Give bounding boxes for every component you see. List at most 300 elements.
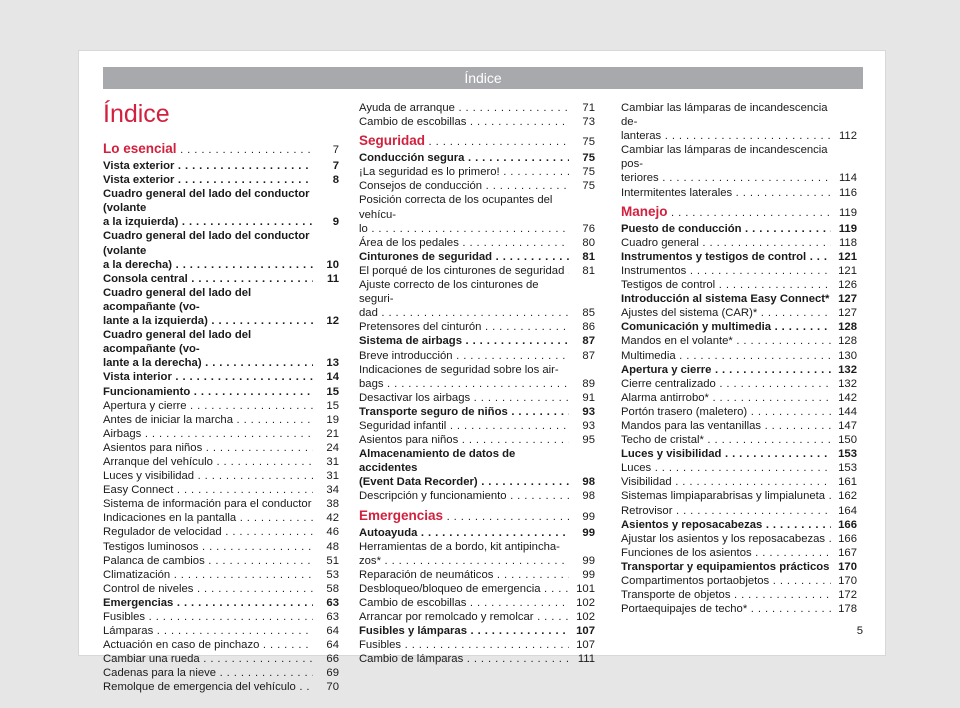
toc-entry-title: Desactivar los airbags . . . — [359, 391, 569, 405]
toc-entry-title: lanteras . . . — [621, 129, 831, 143]
toc-entry-title: Herramientas de a bordo, kit antipincha- — [359, 540, 560, 553]
toc-entry — [103, 610, 339, 624]
toc-entry-page: 71 — [582, 102, 595, 114]
toc-entry-page: 144 — [838, 405, 857, 418]
toc-entry-title: Control de niveles . . . — [103, 582, 313, 596]
toc-entry-title: Posición correcta de los ocupantes del vehícu- — [359, 194, 553, 221]
toc-entry-page: 116 — [838, 186, 857, 199]
toc-entry — [359, 165, 595, 179]
toc-entry-title: Lámparas . . . — [103, 624, 313, 638]
toc-entry-page: 102 — [576, 611, 595, 624]
toc-entry — [621, 532, 857, 546]
toc-entry-title: Desbloqueo/bloqueo de emergencia . . . — [359, 582, 569, 596]
toc-entry-title: Fusibles . . . — [359, 638, 569, 652]
toc-entry — [621, 320, 857, 334]
toc-entry-page: 112 — [838, 130, 857, 143]
toc-entry-title: Cuadro general del lado del conductor (volante — [103, 188, 310, 215]
toc-entry-title: Mandos en el volante* . . . — [621, 334, 831, 348]
toc-entry-page: 150 — [838, 434, 857, 447]
toc-entry — [621, 574, 857, 588]
toc-entry-title: Almacenamiento de datos de accidentes — [359, 448, 516, 475]
toc-entry-title: zos* . . . — [359, 554, 569, 568]
toc-entry-page: 170 — [838, 560, 857, 573]
toc-entry — [103, 215, 339, 229]
toc-entry — [621, 186, 857, 200]
toc-entry-page: 75 — [582, 152, 595, 165]
toc-entry — [359, 151, 595, 165]
toc-entry — [621, 129, 857, 143]
toc-entry-page: 93 — [582, 405, 595, 418]
toc-entry — [359, 377, 595, 391]
toc-entry-title: Portón trasero (maletero) . . . — [621, 405, 831, 419]
toc-entry-page: 127 — [838, 307, 857, 320]
toc-entry-page: 48 — [326, 540, 339, 553]
toc-entry-title: lante a la derecha) . . . — [103, 356, 313, 370]
toc-entry-page: 164 — [838, 504, 857, 517]
toc-entry — [359, 405, 595, 419]
toc-entry — [103, 370, 339, 384]
toc-entry — [103, 385, 339, 399]
toc-entry-page: 63 — [326, 596, 339, 609]
toc-entry-page: 31 — [326, 470, 339, 483]
toc-entry-page: 93 — [582, 419, 595, 432]
toc-entry-page: 81 — [582, 264, 595, 277]
toc-entry-page: 80 — [582, 236, 595, 249]
toc-entry-title: Actuación en caso de pinchazo . . . — [103, 638, 313, 652]
toc-entry — [103, 511, 339, 525]
document-page — [78, 50, 886, 694]
toc-entry-page: 178 — [838, 603, 857, 616]
toc-entry-page: 101 — [576, 582, 595, 595]
toc-entry — [621, 546, 857, 560]
toc-entry-page: 102 — [576, 597, 595, 609]
toc-entry-page: 126 — [838, 279, 857, 292]
toc-entry — [103, 540, 339, 554]
toc-entry-title: Sistema de airbags . . . — [359, 334, 569, 348]
toc-entry-page: 166 — [838, 518, 857, 531]
toc-entry-page: 153 — [838, 448, 857, 461]
toc-entry-page: 42 — [326, 512, 339, 525]
toc-entry — [359, 101, 595, 115]
toc-section — [103, 140, 339, 159]
toc-entry-page: 75 — [582, 136, 595, 149]
toc-entry — [621, 278, 857, 292]
toc-entry-page: 73 — [582, 116, 595, 129]
toc-entry — [359, 363, 595, 377]
toc-entry — [359, 419, 595, 433]
toc-entry-page: 99 — [582, 526, 595, 539]
toc-entry — [103, 525, 339, 539]
toc-entry — [103, 258, 339, 272]
toc-entry — [359, 447, 595, 475]
toc-entry-page: 14 — [326, 371, 339, 384]
toc-entry — [103, 638, 339, 652]
toc-entry-page: 10 — [326, 258, 339, 271]
toc-entry-title: Antes de iniciar la marcha . . . — [103, 413, 313, 427]
toc-entry — [621, 461, 857, 475]
toc-entry — [359, 222, 595, 236]
toc-entry-title: Vista exterior . . . — [103, 173, 313, 187]
toc-entry — [103, 159, 339, 173]
toc-entry-page: 31 — [326, 455, 339, 468]
toc-entry-page: 63 — [326, 611, 339, 623]
toc-entry — [103, 413, 339, 427]
toc-entry — [103, 272, 339, 286]
toc-entry-page: 153 — [838, 462, 857, 475]
toc-entry-title: Multimedia . . . — [621, 349, 831, 363]
toc-entry-title: Vista exterior . . . — [103, 159, 313, 173]
toc-entry-title: Seguridad infantil . . . — [359, 419, 569, 433]
toc-entry-title: Funcionamiento . . . — [103, 385, 313, 399]
toc-entry — [103, 652, 339, 666]
toc-entry — [621, 222, 857, 236]
toc-entry — [359, 250, 595, 264]
toc-entry — [621, 101, 857, 129]
toc-entry — [621, 447, 857, 461]
toc-column-3 — [621, 101, 857, 616]
toc-entry-title: Manejo . . . — [621, 203, 831, 222]
toc-entry-page: 70 — [326, 681, 339, 694]
toc-entry-title: Mandos para las ventanillas . . . — [621, 419, 831, 433]
toc-entry — [621, 489, 857, 503]
page-number: 5 — [856, 625, 863, 637]
toc-entry-page: 170 — [838, 575, 857, 587]
toc-entry-page: 121 — [838, 264, 857, 277]
toc-entry — [359, 568, 595, 582]
toc-entry-title: Seguridad . . . — [359, 132, 569, 151]
toc-entry-page: 166 — [838, 532, 857, 545]
toc-entry-page: 91 — [582, 391, 595, 404]
toc-entry-title: Asientos para niños . . . — [103, 441, 313, 455]
toc-entry-page: 98 — [582, 476, 595, 489]
toc-section — [359, 507, 595, 526]
toc-entry-page: 38 — [326, 498, 339, 511]
toc-entry — [103, 469, 339, 483]
toc-entry-page: 87 — [582, 335, 595, 348]
toc-entry-title: Asientos para niños . . . — [359, 433, 569, 447]
toc-entry — [359, 652, 595, 666]
toc-entry — [621, 391, 857, 405]
toc-entry-page: 51 — [326, 554, 339, 567]
toc-entry-page: 7 — [332, 160, 339, 172]
toc-entry — [621, 419, 857, 433]
toc-entry-title: Techo de cristal* . . . — [621, 433, 831, 447]
toc-entry — [103, 286, 339, 314]
toc-entry — [359, 489, 595, 503]
toc-entry-title: Compartimentos portaobjetos . . . — [621, 574, 831, 588]
toc-entry-title: Funciones de los asientos . . . — [621, 546, 831, 560]
toc-entry-page: 7 — [332, 144, 339, 156]
toc-section — [621, 203, 857, 222]
toc-entry-title: Cuadro general del lado del conductor (volante — [103, 230, 310, 257]
toc-section — [359, 132, 595, 151]
toc-entry-title: Portaequipajes de techo* . . . — [621, 602, 831, 616]
toc-entry-title: a la izquierda) . . . — [103, 215, 313, 229]
toc-entry — [103, 624, 339, 638]
toc-entry-title: Cambio de lámparas . . . — [359, 652, 569, 666]
toc-entry-page: 46 — [326, 526, 339, 539]
toc-entry — [621, 377, 857, 391]
toc-entry — [621, 236, 857, 250]
toc-entry-page: 114 — [838, 172, 857, 185]
toc-entry-page: 119 — [838, 222, 857, 235]
toc-entry-title: Indicaciones de seguridad sobre los air- — [359, 363, 559, 376]
toc-entry-title: Retrovisor . . . — [621, 504, 831, 518]
toc-entry-page: 99 — [582, 554, 595, 567]
toc-entry-title: Transportar y equipamientos prácticos . . . — [621, 560, 831, 574]
header-title: Índice — [464, 70, 502, 86]
toc-entry-page: 132 — [838, 363, 857, 376]
toc-entry — [359, 193, 595, 221]
toc-entry-page: 99 — [582, 568, 595, 581]
toc-entry — [359, 433, 595, 447]
toc-entry-page: 12 — [326, 315, 339, 328]
toc-entry-title: Área de los pedales . . . — [359, 236, 569, 250]
toc-column-2 — [359, 101, 595, 666]
toc-entry-page: 34 — [326, 484, 339, 497]
toc-entry-page: 127 — [838, 293, 857, 306]
toc-entry-title: Vista interior . . . — [103, 370, 313, 384]
toc-entry-title: Puesto de conducción . . . — [621, 222, 831, 236]
toc-entry-page: 128 — [838, 321, 857, 334]
toc-entry-title: Regulador de velocidad . . . — [103, 525, 313, 539]
toc-entry-title: ¡La seguridad es lo primero! . . . — [359, 165, 569, 179]
toc-entry-title: Emergencias . . . — [103, 596, 313, 610]
toc-entry — [359, 320, 595, 334]
toc-entry-title: Apertura y cierre . . . — [103, 399, 313, 413]
toc-entry-title: Remolque de emergencia del vehículo . . . — [103, 680, 313, 694]
toc-entry-title: Emergencias . . . — [359, 507, 569, 526]
toc-entry — [621, 504, 857, 518]
toc-entry-title: Cuadro general . . . — [621, 236, 831, 250]
toc-entry — [103, 187, 339, 215]
toc-entry — [103, 497, 339, 511]
toc-entry-title: Sistema de información para el conductor . . . — [103, 497, 313, 511]
toc-entry-page: 89 — [582, 377, 595, 390]
toc-entry-page: 9 — [332, 216, 339, 229]
toc-entry-title: Reparación de neumáticos . . . — [359, 568, 569, 582]
toc-entry — [621, 602, 857, 616]
toc-entry — [359, 349, 595, 363]
toc-entry-title: Testigos luminosos . . . — [103, 540, 313, 554]
toc-entry-page: 24 — [326, 441, 339, 454]
toc-entry-title: Descripción y funcionamiento . . . — [359, 489, 569, 503]
toc-entry-page: 81 — [582, 250, 595, 263]
toc-entry-title: Luces . . . — [621, 461, 831, 475]
toc-entry-title: Intermitentes laterales . . . — [621, 186, 831, 200]
toc-entry-title: teriores . . . — [621, 171, 831, 185]
toc-entry — [103, 356, 339, 370]
toc-entry — [621, 143, 857, 171]
toc-entry-page: 128 — [838, 335, 857, 348]
toc-entry-title: Instrumentos . . . — [621, 264, 831, 278]
toc-entry-title: Autoayuda . . . — [359, 526, 569, 540]
header-bar — [103, 67, 863, 89]
toc-entry-title: Visibilidad . . . — [621, 475, 831, 489]
toc-entry-title: Luces y visibilidad . . . — [103, 469, 313, 483]
toc-entry-title: Conducción segura . . . — [359, 151, 569, 165]
toc-entry-title: Cambio de escobillas . . . — [359, 596, 569, 610]
toc-entry — [359, 236, 595, 250]
toc-entry — [621, 349, 857, 363]
toc-entry-title: Indicaciones en la pantalla . . . — [103, 511, 313, 525]
toc-entry — [621, 560, 857, 574]
toc-entry-page: 107 — [576, 639, 595, 652]
toc-entry-title: Airbags . . . — [103, 427, 313, 441]
toc-entry-title: Easy Connect . . . — [103, 483, 313, 497]
toc-entry — [359, 554, 595, 568]
toc-entry-page: 118 — [838, 236, 857, 249]
toc-entry-page: 172 — [838, 589, 857, 602]
toc-entry — [103, 441, 339, 455]
toc-entry-title: Fusibles y lámparas . . . — [359, 624, 569, 638]
toc-entry-page: 8 — [332, 174, 339, 187]
toc-entry-page: 107 — [576, 625, 595, 638]
toc-entry-title: Asientos y reposacabezas . . . — [621, 518, 831, 532]
toc-entry-title: Comunicación y multimedia . . . — [621, 320, 831, 334]
toc-entry-title: Luces y visibilidad . . . — [621, 447, 831, 461]
toc-entry-title: Arranque del vehículo . . . — [103, 455, 313, 469]
toc-entry-title: Introducción al sistema Easy Connect* . . . — [621, 292, 831, 306]
toc-entry-title: Cierre centralizado . . . — [621, 377, 831, 391]
toc-entry — [359, 306, 595, 320]
toc-entry-title: Ajustes del sistema (CAR)* . . . — [621, 306, 831, 320]
toc-entry-title: Breve introducción . . . — [359, 349, 569, 363]
toc-entry-title: Alarma antirrobo* . . . — [621, 391, 831, 405]
toc-entry-title: Fusibles . . . — [103, 610, 313, 624]
toc-entry — [621, 250, 857, 264]
toc-entry — [359, 264, 595, 278]
toc-entry-page: 75 — [582, 180, 595, 193]
toc-entry — [359, 391, 595, 405]
toc-entry — [103, 229, 339, 257]
toc-entry-page: 119 — [838, 206, 857, 219]
toc-entry — [621, 306, 857, 320]
toc-entry — [103, 554, 339, 568]
toc-entry — [359, 278, 595, 306]
toc-entry — [359, 526, 595, 540]
toc-entry-title: Cinturones de seguridad . . . — [359, 250, 569, 264]
toc-entry-title: Arrancar por remolcado y remolcar . . . — [359, 610, 569, 624]
toc-entry-title: Consola central . . . — [103, 272, 313, 286]
toc-entry-title: lo . . . — [359, 222, 569, 236]
toc-entry — [103, 328, 339, 356]
toc-entry-title: lante a la izquierda) . . . — [103, 314, 313, 328]
toc-entry — [621, 433, 857, 447]
toc-entry-title: El porqué de los cinturones de seguridad . . . — [359, 264, 569, 278]
toc-entry — [621, 588, 857, 602]
toc-entry-page: 53 — [326, 568, 339, 581]
toc-entry-title: (Event Data Recorder) . . . — [359, 475, 569, 489]
toc-entry — [103, 666, 339, 680]
toc-entry-page: 11 — [327, 272, 339, 285]
toc-entry — [359, 596, 595, 610]
toc-entry-page: 13 — [326, 357, 339, 370]
toc-entry-title: Consejos de conducción . . . — [359, 179, 569, 193]
toc-entry-title: Cambiar una rueda . . . — [103, 652, 313, 666]
toc-entry-title: Apertura y cierre . . . — [621, 363, 831, 377]
toc-entry-page: 98 — [582, 490, 595, 503]
toc-entry — [621, 405, 857, 419]
toc-entry-page: 99 — [582, 510, 595, 523]
toc-entry — [359, 624, 595, 638]
toc-entry-page: 64 — [326, 639, 339, 652]
toc-entry-title: a la derecha) . . . — [103, 258, 313, 272]
toc-entry — [103, 427, 339, 441]
toc-entry-page: 85 — [582, 307, 595, 320]
toc-entry-title: Ajustar los asientos y los reposacabezas . . . — [621, 532, 831, 546]
toc-entry-title: Testigos de control . . . — [621, 278, 831, 292]
toc-entry — [103, 568, 339, 582]
toc-entry — [621, 363, 857, 377]
toc-entry-title: Ayuda de arranque . . . — [359, 101, 569, 115]
toc-entry-page: 161 — [838, 476, 857, 489]
toc-entry — [359, 540, 595, 554]
toc-entry-title: Palanca de cambios . . . — [103, 554, 313, 568]
toc-entry-page: 76 — [582, 222, 595, 235]
toc-entry-title: Cambiar las lámparas de incandescencia de- — [621, 102, 828, 129]
toc-entry-page: 15 — [326, 385, 339, 398]
toc-column-1 — [103, 137, 339, 695]
toc-entry — [621, 475, 857, 489]
toc-entry — [621, 334, 857, 348]
toc-entry-page: 58 — [326, 582, 339, 595]
toc-entry-title: Ajuste correcto de los cinturones de seguri- — [359, 279, 539, 306]
toc-entry-page: 130 — [838, 349, 857, 362]
toc-entry — [103, 582, 339, 596]
toc-entry-page: 69 — [326, 667, 339, 680]
toc-entry-page: 19 — [326, 413, 339, 426]
toc-entry-page: 75 — [582, 166, 595, 179]
toc-entry-title: dad . . . — [359, 306, 569, 320]
toc-entry-page: 142 — [838, 391, 857, 404]
toc-entry-title: Climatización . . . — [103, 568, 313, 582]
toc-entry — [359, 115, 595, 129]
toc-entry — [359, 179, 595, 193]
toc-entry — [621, 292, 857, 306]
toc-entry-title: Pretensores del cinturón . . . — [359, 320, 569, 334]
toc-entry-page: 111 — [577, 653, 595, 666]
toc-entry-page: 167 — [838, 546, 857, 559]
toc-entry-page: 64 — [326, 625, 339, 638]
toc-entry — [359, 475, 595, 489]
toc-entry — [103, 314, 339, 328]
toc-entry-title: Cuadro general del lado del acompañante (vo- — [103, 286, 252, 313]
toc-entry — [359, 610, 595, 624]
toc-entry — [103, 455, 339, 469]
toc-entry-title: Cuadro general del lado del acompañante (vo- — [103, 329, 252, 356]
toc-entry — [621, 518, 857, 532]
toc-entry — [621, 171, 857, 185]
toc-entry-page: 66 — [326, 653, 339, 666]
toc-entry-title: Instrumentos y testigos de control . . . — [621, 250, 831, 264]
toc-entry — [359, 582, 595, 596]
toc-entry-page: 95 — [582, 434, 595, 447]
toc-entry — [103, 173, 339, 187]
toc-entry-title: Sistemas limpiaparabrisas y limpialuneta . . . — [621, 489, 831, 503]
toc-entry-page: 132 — [838, 377, 857, 390]
toc-entry-title: Transporte seguro de niños . . . — [359, 405, 569, 419]
toc-entry-title: bags . . . — [359, 377, 569, 391]
toc-entry — [103, 483, 339, 497]
toc-entry — [103, 399, 339, 413]
page-title: Índice — [103, 100, 170, 128]
toc-entry — [621, 264, 857, 278]
toc-entry — [359, 638, 595, 652]
toc-entry — [103, 596, 339, 610]
toc-entry-page: 147 — [838, 419, 857, 432]
toc-entry-page: 15 — [326, 399, 339, 412]
